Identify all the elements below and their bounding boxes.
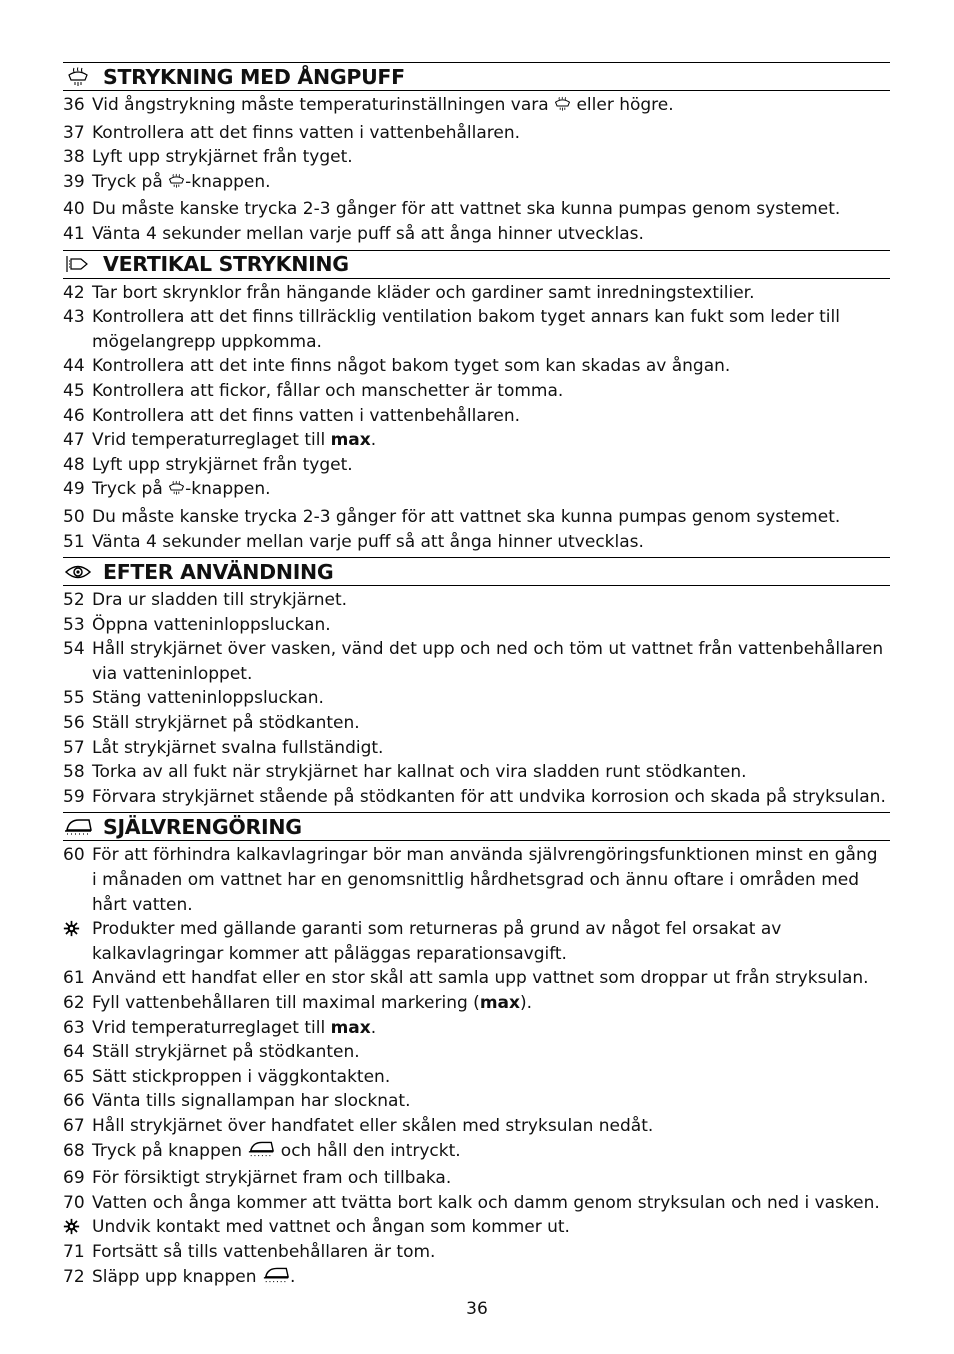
item-number: 37 (63, 122, 85, 143)
item-number: 47 (63, 430, 85, 451)
text-segment: ). (519, 993, 533, 1013)
instruction-item (63, 711, 890, 736)
section-title: STRYKNING MED ÅNGPUFF (103, 64, 405, 89)
text-segment: kalkavlagringar kommer att påläggas reparationsavgift. (92, 943, 567, 964)
steam-puff-icon (63, 67, 93, 87)
item-text-line (90, 785, 890, 810)
instruction-item (63, 760, 890, 785)
instruction-item (63, 428, 890, 453)
item-number: 45 (63, 380, 85, 401)
instruction-list (63, 586, 890, 812)
item-text-line (90, 1240, 890, 1265)
item-number: 56 (63, 713, 85, 734)
text-segment: Kontrollera att det inte finns något bakom tyget som kan skadas av ångan. (92, 356, 731, 377)
text-segment: Vänta 4 sekunder mellan varje puff så att ånga hinner utvecklas. (92, 531, 644, 552)
bold-term: max (330, 430, 371, 451)
instruction-item (63, 637, 890, 686)
instruction-item (63, 1089, 890, 1114)
text-segment: Vrid temperaturreglaget till (92, 1017, 331, 1038)
text-segment: Kontrollera att fickor, fållar och manschetter är tomma. (92, 380, 564, 401)
item-text-line (90, 477, 890, 505)
item-number: 71 (63, 1241, 85, 1262)
section (63, 812, 890, 1295)
section-header (63, 812, 890, 841)
item-number: 43 (63, 307, 85, 328)
instruction-item (63, 1016, 890, 1041)
text-segment: Lyft upp strykjärnet från tyget. (92, 454, 353, 475)
instruction-item (63, 736, 890, 761)
steam-inline-icon (168, 173, 185, 198)
instruction-item (63, 281, 890, 306)
item-number: 51 (63, 531, 85, 552)
item-text-line (90, 1191, 890, 1216)
item-text-line (90, 662, 890, 687)
item-number: 55 (63, 688, 85, 709)
item-text-line (90, 868, 890, 893)
item-number: 42 (63, 282, 85, 303)
bold-term: max (330, 1017, 371, 1038)
section-title: SJÄLVRENGÖRING (103, 814, 302, 839)
instruction-item (63, 379, 890, 404)
text-segment: eller högre. (571, 95, 674, 115)
item-number: 65 (63, 1066, 85, 1087)
instruction-item (63, 1191, 890, 1216)
instruction-item (63, 1139, 890, 1167)
text-segment: Tryck på knappen (92, 1140, 248, 1161)
instruction-item (63, 93, 890, 121)
self-clean-inline-icon (247, 1139, 275, 1167)
text-segment: Vid ångstrykning måste temperaturinställningen vara (92, 95, 555, 115)
section (63, 62, 890, 250)
item-text-line (90, 281, 890, 306)
text-segment: Fortsätt så tills vattenbehållaren är tom. (92, 1241, 436, 1262)
item-number: 48 (63, 454, 85, 475)
item-text-line (90, 505, 890, 530)
bold-term: max (479, 993, 520, 1013)
text-segment: Låt strykjärnet svalna fullständigt. (92, 737, 384, 758)
instruction-item (63, 1040, 890, 1065)
instruction-item (63, 404, 890, 429)
text-segment: Kontrollera att det finns tillräcklig ventilation bakom tyget annars kan fukt som leder till (92, 307, 840, 328)
warning-icon (63, 917, 80, 942)
item-text-line (90, 428, 890, 453)
instruction-item (63, 613, 890, 638)
text-segment: Håll strykjärnet över vasken, vänd det upp och ned och töm ut vattnet från vattenbehållaren (92, 639, 884, 660)
item-number: 61 (63, 968, 85, 989)
item-text-line (90, 711, 890, 736)
item-text-line (90, 222, 890, 247)
section-header (63, 250, 890, 279)
item-text-line (90, 893, 890, 918)
instruction-item (63, 505, 890, 530)
item-text-line (90, 843, 890, 868)
item-number: 72 (63, 1266, 85, 1287)
item-number: 36 (63, 95, 85, 115)
item-number: 52 (63, 590, 85, 611)
item-text-line (90, 942, 890, 967)
item-text-line (90, 145, 890, 170)
item-text-line (90, 588, 890, 613)
item-number: 66 (63, 1091, 85, 1112)
text-segment: mögelangrepp uppkomma. (92, 331, 322, 352)
item-number: 70 (63, 1192, 85, 1213)
item-text-line (90, 379, 890, 404)
text-segment: För att förhindra kalkavlagringar bör man använda självrengöringsfunktionen minst en gång (92, 845, 878, 866)
item-number: 41 (63, 223, 85, 244)
page-number: 36 (466, 1299, 488, 1319)
text-segment: . (289, 1266, 296, 1287)
text-segment: Håll strykjärnet över handfatet eller skålen med stryksulan nedåt. (92, 1115, 654, 1136)
instruction-item (63, 354, 890, 379)
text-segment: Undvik kontakt med vattnet och ångan som kommer ut. (92, 1217, 570, 1238)
text-segment: -knappen. (185, 479, 271, 500)
item-number: 63 (63, 1017, 85, 1038)
instruction-item (63, 843, 890, 917)
instruction-item (63, 991, 890, 1016)
item-text-line (90, 736, 890, 761)
text-segment: Förvara strykjärnet stående på stödkanten för att undvika korrosion och skada på stryksulan. (92, 786, 886, 807)
item-text-line (90, 93, 890, 121)
text-segment: Använd ett handfat eller en stor skål att samla upp vattnet som droppar ut från stryksulan. (92, 968, 869, 989)
text-segment: Öppna vatteninloppsluckan. (92, 614, 331, 635)
text-segment: Tryck på (92, 171, 169, 192)
item-number: 44 (63, 356, 85, 377)
item-text-line (90, 637, 890, 662)
section-title: EFTER ANVÄNDNING (103, 559, 334, 584)
instruction-item (63, 170, 890, 198)
item-number: 58 (63, 762, 85, 783)
text-segment: Produkter med gällande garanti som returneras på grund av något fel orsakat av (92, 919, 782, 940)
item-number: 54 (63, 639, 85, 660)
item-text-line (90, 404, 890, 429)
instruction-item (63, 686, 890, 711)
text-segment: Torka av all fukt när strykjärnet har kallnat och vira sladden runt stödkanten. (92, 762, 747, 783)
section-header (63, 62, 890, 91)
item-text-line (90, 686, 890, 711)
instruction-item (63, 477, 890, 505)
steam-inline-icon (554, 96, 571, 121)
text-segment: Dra ur sladden till strykjärnet. (92, 590, 348, 611)
instruction-list (63, 91, 890, 250)
item-number: 53 (63, 614, 85, 635)
instruction-item (63, 1166, 890, 1191)
text-segment: För försiktigt strykjärnet fram och tillbaka. (92, 1168, 452, 1189)
item-number: 39 (63, 171, 85, 192)
text-segment: . (370, 430, 377, 451)
item-text-line (90, 453, 890, 478)
item-text-line (90, 1166, 890, 1191)
text-segment: Kontrollera att det finns vatten i vattenbehållaren. (92, 405, 521, 426)
steam-inline-icon (168, 480, 185, 505)
text-segment: i månaden om vattnet har en genomsnittlig hårdhetsgrad och ännu oftare i områden med (92, 870, 860, 891)
text-segment: Tar bort skrynklor från hängande kläder och gardiner samt inredningstextilier. (92, 282, 755, 303)
item-text-line (90, 991, 890, 1016)
item-text-line (90, 1089, 890, 1114)
item-text-line (90, 305, 890, 330)
instruction-item (63, 453, 890, 478)
item-number: 67 (63, 1115, 85, 1136)
instruction-list (63, 841, 890, 1295)
item-text-line (90, 1114, 890, 1139)
instruction-item (63, 1065, 890, 1090)
text-segment: Vrid temperaturreglaget till (92, 430, 331, 451)
item-text-line (90, 1016, 890, 1041)
item-number: 50 (63, 506, 85, 527)
instruction-item (63, 785, 890, 810)
item-number: 64 (63, 1042, 85, 1063)
text-segment: Vänta tills signallampan har slocknat. (92, 1091, 411, 1112)
instruction-item (63, 305, 890, 354)
item-text-line (90, 613, 890, 638)
vertical-steam-icon (63, 254, 93, 274)
item-text-line (90, 760, 890, 785)
item-text-line (90, 197, 890, 222)
section-header (63, 557, 890, 586)
text-segment: Fyll vattenbehållaren till maximal markering ( (92, 993, 480, 1013)
item-text-line (90, 1139, 890, 1167)
text-segment: Vänta 4 sekunder mellan varje puff så att ånga hinner utvecklas. (92, 223, 644, 244)
warning-item (63, 1215, 890, 1240)
item-text-line (90, 1265, 890, 1293)
instruction-item (63, 197, 890, 222)
text-segment: Lyft upp strykjärnet från tyget. (92, 147, 353, 168)
item-number: 60 (63, 845, 85, 866)
text-segment: . (370, 1017, 377, 1038)
text-segment: Stäng vatteninloppsluckan. (92, 688, 324, 709)
text-segment: Kontrollera att det finns vatten i vattenbehållaren. (92, 122, 521, 143)
item-text-line (90, 170, 890, 198)
warning-item (63, 917, 890, 966)
instruction-list (63, 279, 890, 558)
item-text-line (90, 1040, 890, 1065)
instruction-item (63, 966, 890, 991)
text-segment: -knappen. (185, 171, 271, 192)
manual-page (63, 62, 890, 1295)
item-number: 57 (63, 737, 85, 758)
instruction-item (63, 222, 890, 247)
instruction-item (63, 588, 890, 613)
text-segment: Tryck på (92, 479, 169, 500)
text-segment: via vatteninloppet. (92, 663, 253, 684)
item-number: 49 (63, 479, 85, 500)
text-segment: och håll den intryckt. (275, 1140, 461, 1161)
text-segment: Du måste kanske trycka 2-3 gånger för att vattnet ska kunna pumpas genom systemet. (92, 506, 841, 527)
item-number: 38 (63, 147, 85, 168)
instruction-item (63, 121, 890, 146)
item-text-line (90, 1215, 890, 1240)
section (63, 250, 890, 558)
text-segment: Ställ strykjärnet på stödkanten. (92, 1042, 360, 1063)
eye-icon (63, 562, 93, 582)
item-number: 59 (63, 786, 85, 807)
instruction-item (63, 1114, 890, 1139)
text-segment: hårt vatten. (92, 894, 193, 915)
text-segment: Släpp upp knappen (92, 1266, 262, 1287)
item-text-line (90, 917, 890, 942)
text-segment: Du måste kanske trycka 2-3 gånger för att vattnet ska kunna pumpas genom systemet. (92, 199, 841, 220)
text-segment: Sätt stickproppen i väggkontakten. (92, 1066, 391, 1087)
instruction-item (63, 530, 890, 555)
item-number: 68 (63, 1140, 85, 1161)
item-number: 69 (63, 1168, 85, 1189)
item-number: 62 (63, 993, 85, 1013)
item-text-line (90, 1065, 890, 1090)
self-clean-inline-icon (262, 1265, 290, 1293)
instruction-item (63, 145, 890, 170)
item-text-line (90, 121, 890, 146)
item-number: 46 (63, 405, 85, 426)
item-number: 40 (63, 199, 85, 220)
instruction-item (63, 1265, 890, 1293)
text-segment: Vatten och ånga kommer att tvätta bort kalk och damm genom stryksulan och ned i vasken. (92, 1192, 880, 1213)
self-clean-icon (63, 817, 93, 837)
section-title: VERTIKAL STRYKNING (103, 252, 349, 277)
item-text-line (90, 330, 890, 355)
warning-icon (63, 1215, 80, 1240)
section (63, 557, 890, 812)
instruction-item (63, 1240, 890, 1265)
item-text-line (90, 354, 890, 379)
item-text-line (90, 966, 890, 991)
text-segment: Ställ strykjärnet på stödkanten. (92, 713, 360, 734)
item-text-line (90, 530, 890, 555)
